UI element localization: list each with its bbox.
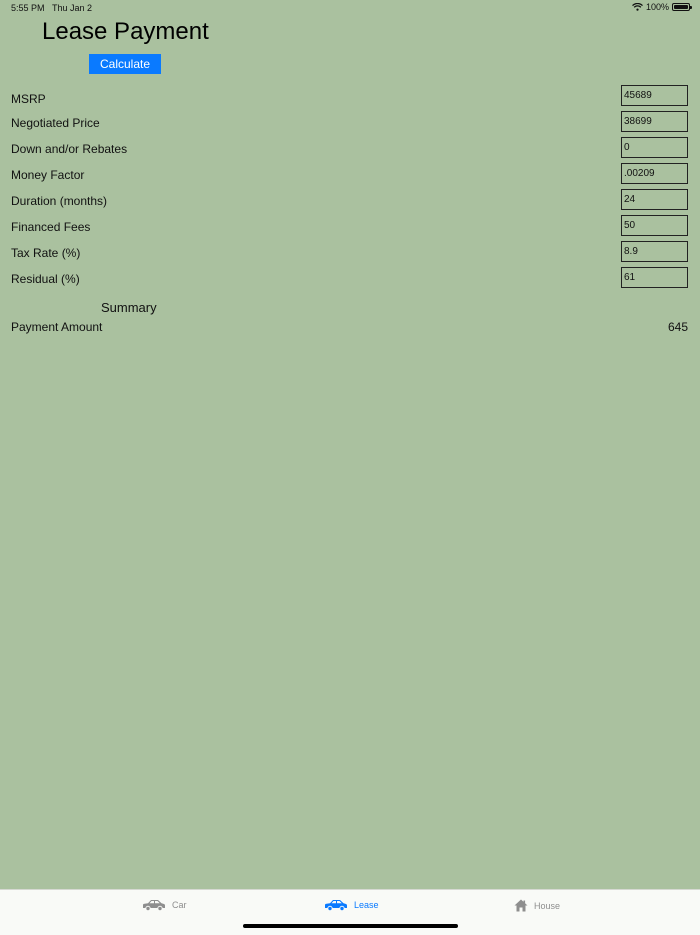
- status-time: 5:55 PM: [11, 3, 45, 13]
- tab-house-label: House: [534, 900, 561, 911]
- payment-amount-label: Payment Amount: [11, 320, 103, 334]
- calculate-button[interactable]: Calculate: [89, 54, 161, 74]
- summary-title: Summary: [101, 300, 157, 315]
- tax-rate-label: Tax Rate (%): [11, 246, 81, 260]
- money-factor-label: Money Factor: [11, 168, 85, 182]
- car-icon: [142, 899, 166, 911]
- wifi-icon: [632, 3, 643, 11]
- house-icon: [514, 899, 528, 912]
- msrp-label: MSRP: [11, 92, 46, 106]
- money-factor-input[interactable]: [621, 163, 688, 184]
- status-bar: [0, 0, 700, 16]
- residual-input[interactable]: [621, 267, 688, 288]
- msrp-input[interactable]: [621, 85, 688, 106]
- financed-fees-label: Financed Fees: [11, 220, 91, 234]
- down-rebates-label: Down and/or Rebates: [11, 142, 128, 156]
- car-icon: [324, 899, 348, 911]
- duration-input[interactable]: [621, 189, 688, 210]
- status-indicators: [632, 2, 690, 12]
- tab-lease[interactable]: [324, 899, 379, 911]
- battery-icon: [672, 3, 690, 11]
- page-title: Lease Payment: [42, 18, 209, 45]
- tab-car-label: Car: [172, 900, 187, 910]
- residual-label: Residual (%): [11, 272, 80, 286]
- payment-amount-value: 645: [667, 320, 688, 334]
- duration-label: Duration (months): [11, 194, 108, 208]
- negotiated-price-input[interactable]: [621, 111, 688, 132]
- down-rebates-input[interactable]: [621, 137, 688, 158]
- tab-car[interactable]: [142, 899, 187, 911]
- tax-rate-input[interactable]: [621, 241, 688, 262]
- home-indicator: [243, 924, 458, 928]
- financed-fees-input[interactable]: [621, 215, 688, 236]
- status-date: Thu Jan 2: [52, 3, 93, 13]
- tab-lease-label: Lease: [354, 900, 379, 910]
- battery-percent: 100%: [645, 2, 669, 12]
- tab-house[interactable]: [514, 899, 560, 912]
- negotiated-price-label: Negotiated Price: [11, 116, 100, 130]
- tab-bar: [0, 889, 700, 935]
